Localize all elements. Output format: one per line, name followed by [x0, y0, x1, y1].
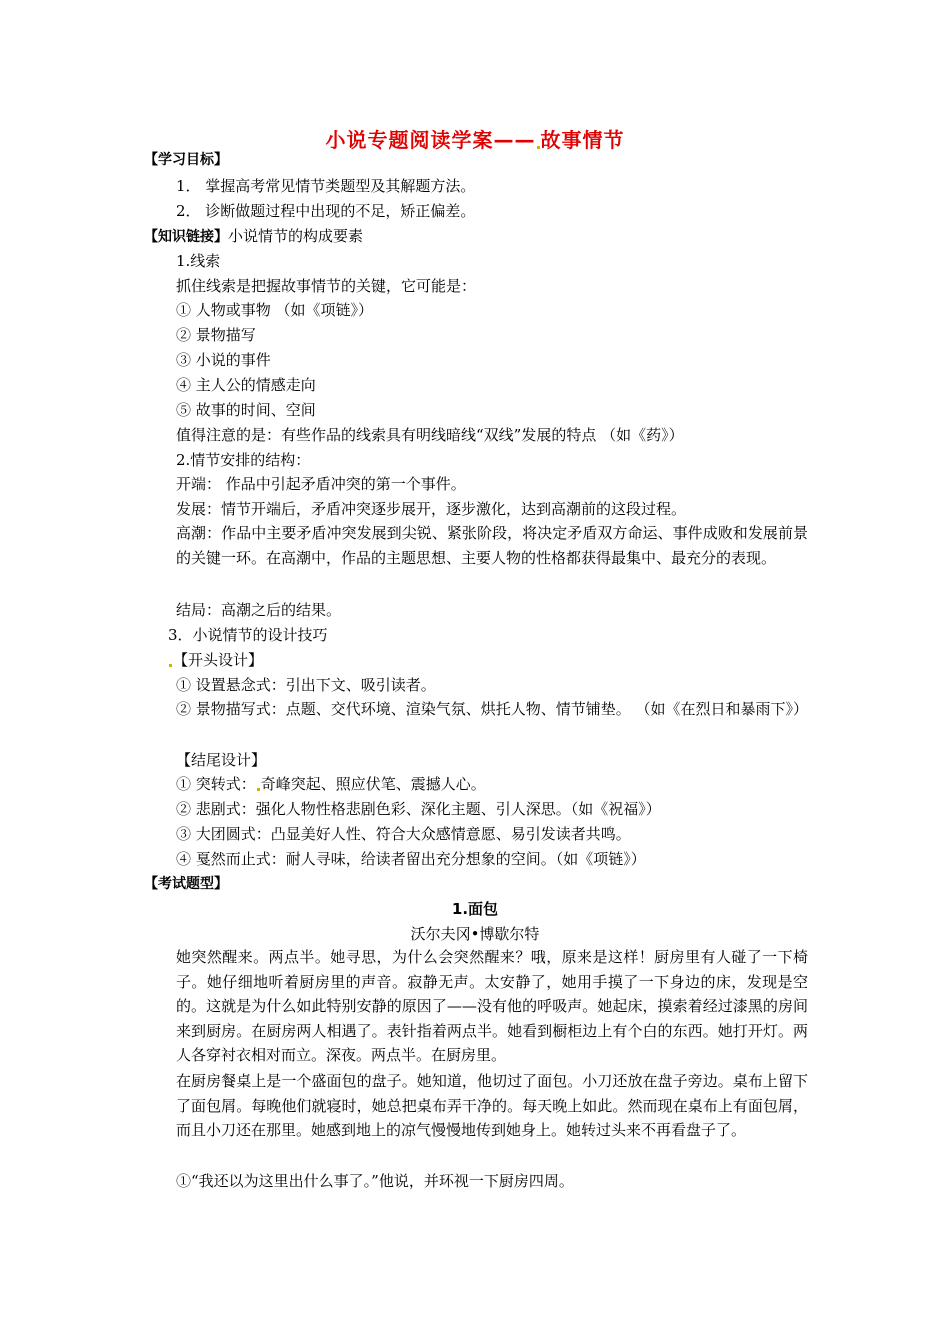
ending-design-heading: 【结尾设计】 [176, 751, 267, 769]
structure-climax [144, 521, 808, 570]
design-title: 3．小说情节的设计技巧 [168, 626, 328, 644]
opening-design-heading-text: 【开头设计】 [173, 651, 264, 669]
structure-title: 2.情节安排的结构： [176, 451, 311, 469]
ending-design-item-3: ③ 大团圆式：凸显美好人性、符合大众感情意愿、易引发读者共鸣。 [176, 825, 631, 843]
story-paragraph-2-text: 在厨房餐桌上是一个盛面包的盘子。她知道，他切过了面包。小刀还放在盘子旁边。桌布上留下了面包屑。每晚他们就寝时，她总把桌布弄干净的。每天晚上如此。然而现在桌布上有面包屑，而且小刀还在那里。她感到地上的凉气慢慢地传到她身上。她转过头来不再看盘子了。 [176, 1072, 808, 1139]
section-heading-goals: 【学习目标】 [144, 152, 228, 168]
opening-design-item-1: ① 设置悬念式：引出下文、吸引读者。 [176, 676, 436, 694]
clue-title: 1.线索 [176, 252, 221, 270]
clue-item-2: ② 景物描写 [176, 326, 256, 344]
title-text-part1: 小说专题阅读学案—— [325, 128, 536, 152]
story-title: 1.面包 [451, 900, 499, 918]
story-paragraph-1 [144, 945, 808, 1068]
ending-design-item-2: ② 悲剧式：强化人物性格悲剧色彩、深化主题、引人深思。（如《祝福》） [176, 800, 661, 818]
clue-intro: 抓住线索是把握故事情节的关键，它可能是： [176, 277, 477, 295]
structure-opening: 开端： 作品中引起矛盾冲突的第一个事件。 [176, 475, 466, 493]
clue-item-3: ③ 小说的事件 [176, 351, 271, 369]
clue-item-4: ④ 主人公的情感走向 [176, 376, 316, 394]
goal-item-2: 2． 诊断做题过程中出现的不足，矫正偏差。 [176, 202, 476, 220]
ink-dot [169, 664, 172, 667]
structure-ending: 结局：高潮之后的结果。 [176, 601, 342, 619]
opening-design-item-2-text: ② 景物描写式：点题、交代环境、渲染气氛、烘托人物、情节铺垫。 （如《在烈日和暴雨下》） [176, 700, 809, 718]
clue-item-1: ① 人物或事物 （如《项链》） [176, 301, 374, 319]
structure-development: 发展：情节开端后，矛盾冲突逐步展开，逐步激化，达到高潮前的这段过程。 [176, 500, 687, 518]
ink-dot [537, 146, 540, 149]
opening-design-heading [168, 650, 263, 670]
ending-design-item-1-text: 奇峰突起、照应伏笔、震撼人心。 [260, 775, 486, 793]
opening-design-item-2 [144, 697, 808, 722]
ending-design-item-1-label: ① 突转式： [176, 775, 256, 793]
ending-design-item-1 [176, 774, 486, 794]
story-paragraph-1-text: 她突然醒来。两点半。她寻思，为什么会突然醒来？哦，原来是这样！厨房里有人碰了一下椅子。她仔细地听着厨房里的声音。寂静无声。太安静了，她用手摸了一下身边的床，发现是空的。这就是为什么如此特别安静的原因了——没有他的呼吸声。她起床，摸索着经过漆黑的房间来到厨房。在厨房两人相遇了。表针指着两点半。她看到橱柜边上有个白的东西。她打开灯。两人各穿衬衣相对而立。深夜。两点半。在厨房里。 [176, 948, 808, 1064]
ending-design-item-4: ④ 戛然而止式：耐人寻味，给读者留出充分想象的空间。（如《项链》） [176, 850, 646, 868]
climax-text: 高潮：作品中主要矛盾冲突发展到尖锐、紧张阶段，将决定矛盾双方命运、事件成败和发展前景的关键一环。在高潮中，作品的主题思想、主要人物的性格都获得最集中、最充分的表现。 [176, 524, 808, 567]
story-paragraph-3: ①“我还以为这里出什么事了。”他说，并环视一下厨房四周。 [176, 1172, 574, 1190]
document-title [0, 124, 950, 153]
knowledge-heading-tail: 小说情节的构成要素 [228, 227, 364, 245]
section-heading-knowledge [144, 226, 363, 247]
story-author: 沃尔夫冈•博歇尔特 [410, 925, 540, 943]
ink-dot [257, 788, 260, 791]
clue-item-5: ⑤ 故事的时间、空间 [176, 401, 316, 419]
goal-item-1: 1． 掌握高考常见情节类题型及其解题方法。 [176, 177, 476, 195]
knowledge-heading: 【知识链接】 [144, 229, 228, 245]
title-text-part2: 故事情节 [540, 128, 625, 152]
story-paragraph-2 [144, 1069, 808, 1143]
section-heading-exam: 【考试题型】 [144, 876, 228, 892]
clue-note: 值得注意的是：有些作品的线索具有明线暗线“双线”发展的特点 （如《药》） [176, 426, 684, 444]
